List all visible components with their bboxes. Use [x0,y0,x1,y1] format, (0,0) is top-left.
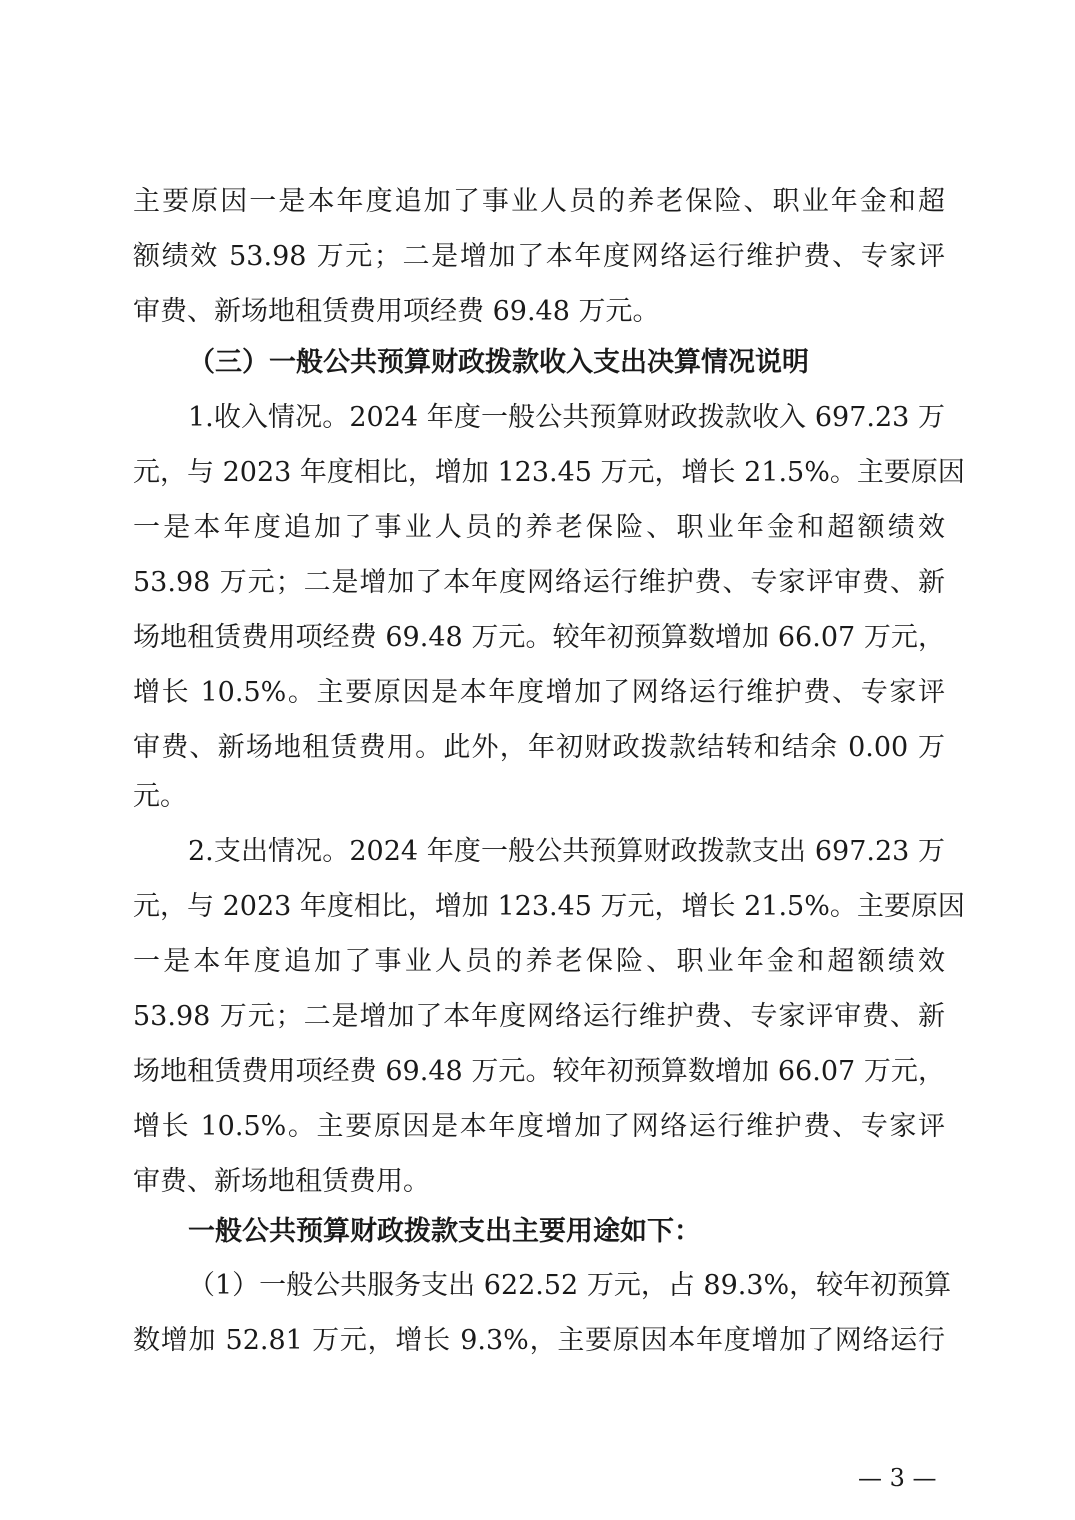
paragraph-line: 主要原因一是本年度追加了事业人员的养老保险、职业年金和超 [133,186,945,217]
paragraph-line: 53.98 万元；二是增加了本年度网络运行维护费、专家评审费、新 [133,567,945,598]
paragraph-line: 一是本年度追加了事业人员的养老保险、职业年金和超额绩效 [133,512,945,543]
paragraph-line: 增长 10.5%。主要原因是本年度增加了网络运行维护费、专家评 [133,677,945,708]
section-heading: （三）一般公共预算财政拨款收入支出决算情况说明 [188,347,809,378]
paragraph-line: 场地租赁费用项经费 69.48 万元。较年初预算数增加 66.07 万元， [133,622,945,653]
paragraph-line: 数增加 52.81 万元，增长 9.3%，主要原因本年度增加了网络运行 [133,1325,945,1356]
paragraph-line: 元。 [133,781,187,812]
paragraph-line: 元，与 2023 年度相比，增加 123.45 万元，增长 21.5%。主要原因 [133,891,965,922]
paragraph-line: 场地租赁费用项经费 69.48 万元。较年初预算数增加 66.07 万元， [133,1056,945,1087]
paragraph-line: 审费、新场地租赁费用。此外，年初财政拨款结转和结余 0.00 万 [133,732,945,763]
paragraph-line: 额绩效 53.98 万元；二是增加了本年度网络运行维护费、专家评 [133,241,945,272]
paragraph-line: 2.支出情况。2024 年度一般公共预算财政拨款支出 697.23 万 [188,836,945,867]
paragraph-line: 1.收入情况。2024 年度一般公共预算财政拨款收入 697.23 万 [188,402,945,433]
paragraph-line: 元，与 2023 年度相比，增加 123.45 万元，增长 21.5%。主要原因 [133,457,965,488]
paragraph-line: 一是本年度追加了事业人员的养老保险、职业年金和超额绩效 [133,946,945,977]
paragraph-line: （1）一般公共服务支出 622.52 万元，占 89.3%，较年初预算 [188,1270,952,1301]
paragraph-line: 审费、新场地租赁费用项经费 69.48 万元。 [133,296,660,327]
paragraph-line: 增长 10.5%。主要原因是本年度增加了网络运行维护费、专家评 [133,1111,945,1142]
paragraph-line: 53.98 万元；二是增加了本年度网络运行维护费、专家评审费、新 [133,1001,945,1032]
paragraph-line: 审费、新场地租赁费用。 [133,1166,430,1197]
subsection-heading: 一般公共预算财政拨款支出主要用途如下： [188,1216,701,1247]
page-number: — 3 — [858,1464,937,1492]
